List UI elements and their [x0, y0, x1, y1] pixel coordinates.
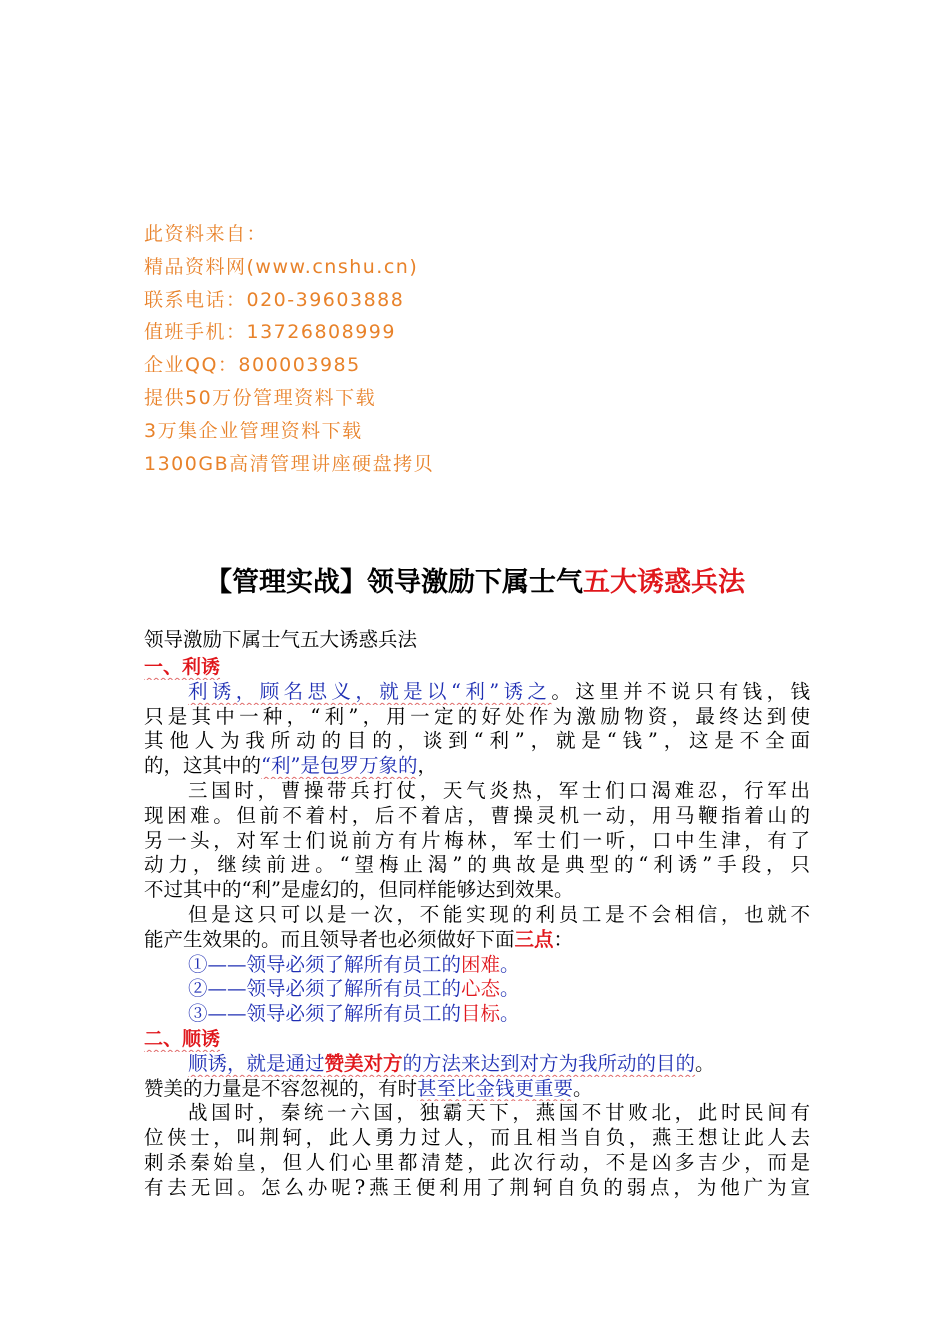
list-item-text: 。 — [500, 1002, 520, 1026]
paragraph-line: 有去无回。怎么办呢?燕王便利用了荆轲自负的弱点，为他广为宣 — [144, 1175, 810, 1199]
paragraph-line: 三国时，曹操带兵打仗，天气炎热，军士们口渴难忍，行军出 — [188, 778, 810, 802]
paragraph-line — [144, 754, 810, 779]
source-website-line: 精品资料网(www.cnshu.cn) — [144, 255, 419, 278]
text-span: 能产生效果的。而且领导者也必须做好下面 — [144, 927, 515, 951]
paragraph-line — [144, 1077, 810, 1102]
highlighted-phrase: “利”是包罗万象的 — [261, 754, 418, 778]
list-item-text: 。 — [500, 952, 520, 976]
paragraph-line: 位侠士，叫荆轲，此人勇力过人，而且相当自负，燕王想让此人去 — [144, 1126, 810, 1150]
source-phone-line: 联系电话：020-39603888 — [144, 288, 405, 311]
section-heading — [144, 1027, 810, 1052]
source-info-block — [144, 218, 824, 480]
text-span: ， — [417, 754, 437, 778]
text-span: 的，这其中的 — [144, 754, 262, 778]
list-item-key: 目标 — [461, 1002, 501, 1026]
title-highlight: 五大诱惑兵法 — [583, 567, 745, 598]
highlighted-phrase: 三点 — [514, 927, 554, 951]
document-subtitle: 领导激励下属士气五大诱惑兵法 — [144, 628, 418, 651]
text-span: 。 — [695, 1051, 715, 1075]
paragraph-line: 只是其中一种，“利”，用一定的好处作为激励物资，最终达到使 — [144, 704, 810, 728]
paragraph-line — [144, 680, 810, 705]
highlighted-phrase: 赞美对方 — [324, 1051, 403, 1075]
section-heading — [144, 655, 810, 680]
paragraph-line: 其他人为我所动的目的，谈到“利”，就是“钱”，这是不全面 — [144, 729, 810, 753]
source-offer-line: 3万集企业管理资料下载 — [144, 419, 363, 442]
source-qq-line: 企业QQ：800003985 — [144, 354, 361, 377]
highlighted-phrase: 利诱，顾名思义，就是以“利”诱之 — [188, 679, 552, 703]
paragraph-line: 另一头，对军士们说前方有片梅林，军士们一听，口中生津，有了 — [144, 828, 810, 852]
paragraph-line — [144, 928, 810, 953]
section2-heading: 二、顺诱 — [144, 1027, 221, 1050]
source-offer-line: 提供50万份管理资料下载 — [144, 386, 377, 409]
source-line: 此资料来自： — [144, 223, 268, 245]
section1-heading: 一、利诱 — [144, 656, 221, 678]
list-item-key: 心态 — [461, 977, 501, 1001]
paragraph-line: 刺杀秦始皇，但人们心里都清楚，此次行动，不是凶多吉少，而是 — [144, 1150, 810, 1174]
paragraph-line: 现困难。但前不着村，后不着店，曹操灵机一动，用马鞭指着山的 — [144, 803, 810, 827]
list-item-text: ①——领导必须了解所有员工的 — [188, 952, 462, 976]
list-item-text: ③——领导必须了解所有员工的 — [188, 1002, 462, 1026]
text-span: 赞美的力量是不容忽视的，有时 — [144, 1076, 418, 1100]
paragraph-line: 不过其中的“利”是虚幻的，但同样能够达到效果。 — [144, 878, 574, 902]
list-item — [144, 977, 810, 1002]
list-item-text: ②——领导必须了解所有员工的 — [188, 977, 462, 1001]
highlighted-phrase: 顺诱，就是通过 — [188, 1051, 325, 1075]
text-span: ： — [553, 927, 574, 951]
highlighted-phrase: 甚至比金钱更重要 — [417, 1076, 574, 1100]
text-span: 。这里并不说只有钱，钱 — [551, 679, 810, 703]
list-item-text: 。 — [500, 977, 520, 1001]
source-mobile-line: 值班手机：13726808999 — [144, 321, 396, 344]
list-item — [144, 953, 810, 978]
document-body — [144, 625, 810, 1201]
paragraph-line: 动力，继续前进。“望梅止渴”的典故是典型的“利诱”手段，只 — [144, 853, 810, 877]
list-item-key: 困难 — [461, 952, 501, 976]
source-offer-line: 1300GB高清管理讲座硬盘拷贝 — [144, 452, 435, 475]
paragraph-line: 战国时，秦统一六国，独霸天下，燕国不甘败北，此时民间有 — [188, 1101, 810, 1125]
text-span: 。 — [573, 1076, 593, 1100]
paragraph-line: 但是这只可以是一次，不能实现的利员工是不会相信，也就不 — [188, 902, 810, 926]
title-main: 【管理实战】领导激励下属士气 — [205, 567, 583, 598]
list-item — [144, 1002, 810, 1027]
paragraph-line — [144, 1052, 810, 1077]
document-title — [0, 561, 950, 605]
highlighted-phrase: 的方法来达到对方为我所动的目的 — [402, 1051, 696, 1075]
